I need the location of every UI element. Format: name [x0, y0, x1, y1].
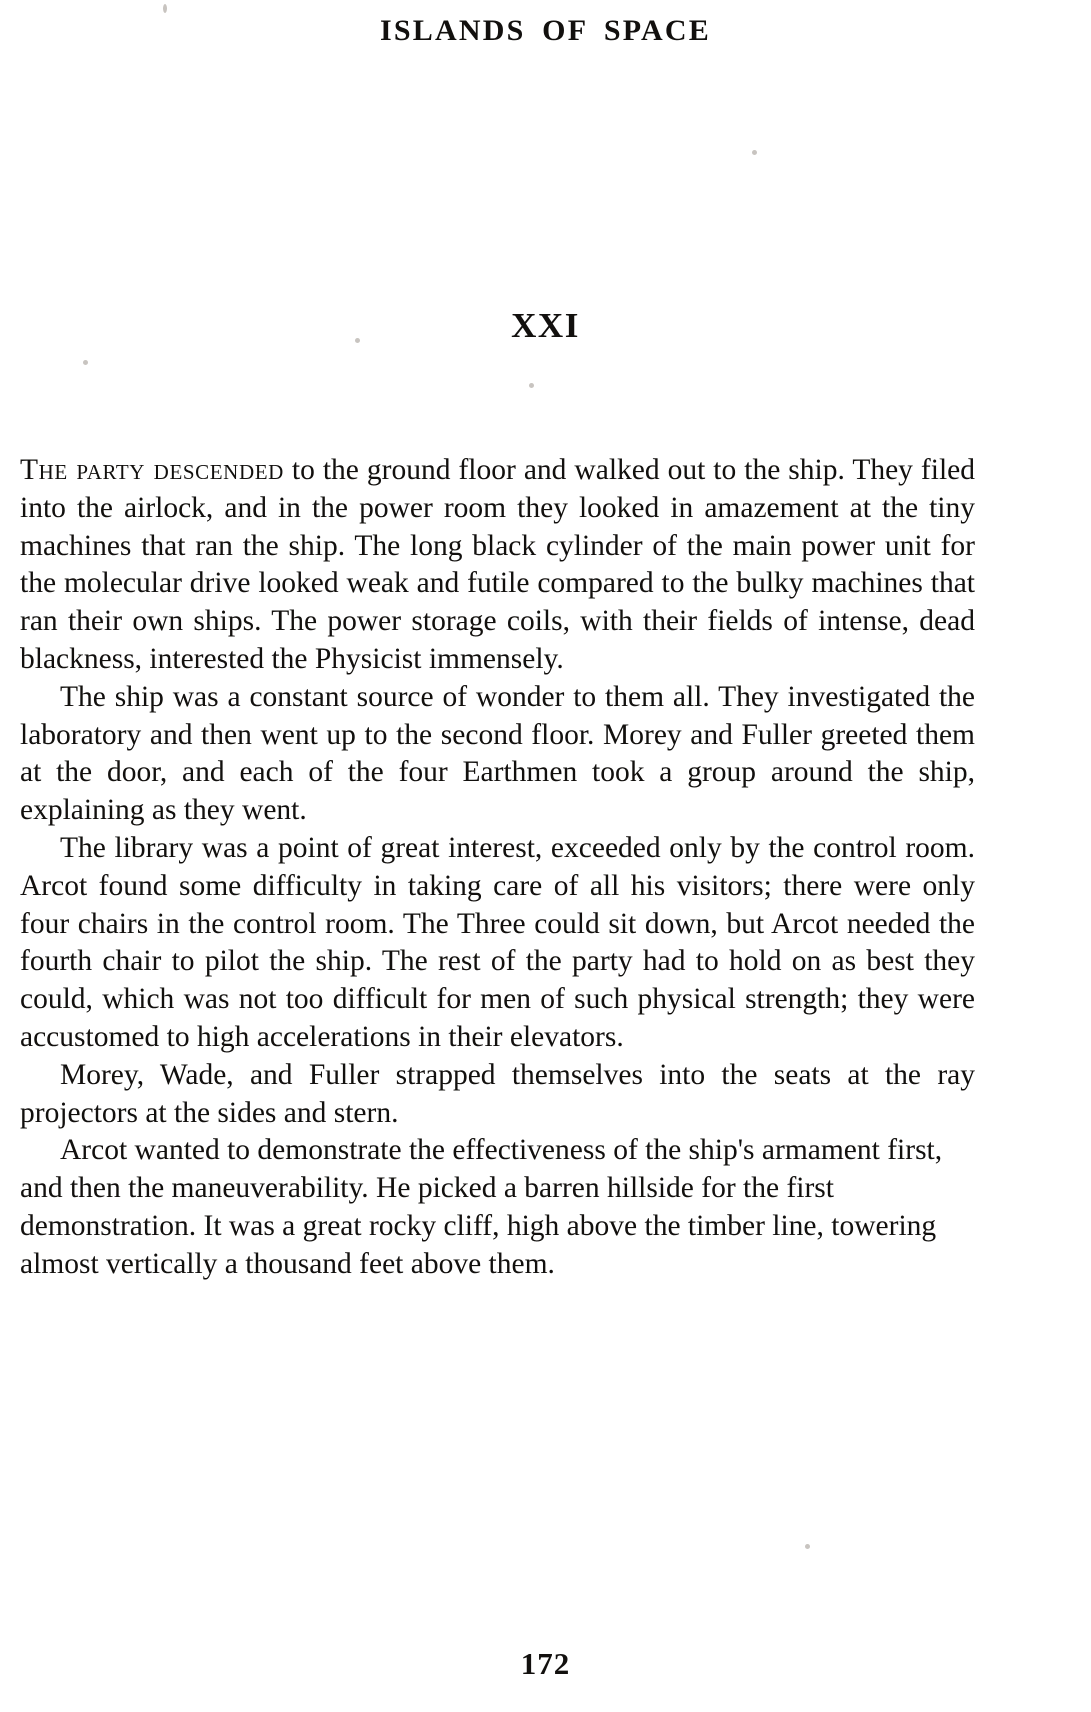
paper-speck — [805, 1544, 810, 1549]
opening-smallcaps: The party descended — [20, 454, 284, 486]
body-text — [20, 452, 975, 1284]
paragraph-2: The ship was a constant source of wonder to them all. They investigated the laboratory and then went up to the second floor. Morey and Fuller greeted them at the door, and each of the four Earthmen took a group around the ship, explaining as they went. — [20, 680, 975, 827]
running-head: ISLANDS OF SPACE — [380, 14, 711, 47]
paragraph-1 — [20, 452, 975, 679]
paper-speck — [529, 383, 534, 388]
paper-speck — [752, 150, 757, 155]
page-number: 172 — [520, 1646, 571, 1681]
paper-speck — [83, 360, 88, 365]
paper-speck — [163, 4, 167, 13]
paragraph-5: Arcot wanted to demonstrate the effectiveness of the ship's armament first, and then the maneuverability. He picked a barren hillside for the first demonstration. It was a great rocky cliff, high above the timber line, towering almost vertically a thousand feet above them. — [20, 1134, 943, 1280]
paragraph-3: The library was a point of great interest, exceeded only by the control room. Arcot found some difficulty in taking care of all his visitors; there were only four chairs in the control room. The Three could sit down, but Arcot needed the fourth chair to pilot the ship. The rest of the party had to hold on as best they could, which was not too difficult for men of such physical strength; they were accustomed to high accelerations in their elevators. — [20, 831, 975, 1053]
chapter-number: XXI — [511, 306, 580, 345]
paragraph-4: Morey, Wade, and Fuller strapped themselves into the seats at the ray projectors at the sides and stern. — [20, 1058, 975, 1129]
paragraph-1-rest: to the ground floor and walked out to the ship. They filed into the airlock, and in the power room they looked in amazement at the tiny machines that ran the ship. The long black cylinder of the main power unit for the molecular drive looked weak and futile compared to the bulky machines that ran their own ships. The power storage coils, with their fields of intense, dead blackness, interested the Physicist immensely. — [20, 454, 975, 675]
